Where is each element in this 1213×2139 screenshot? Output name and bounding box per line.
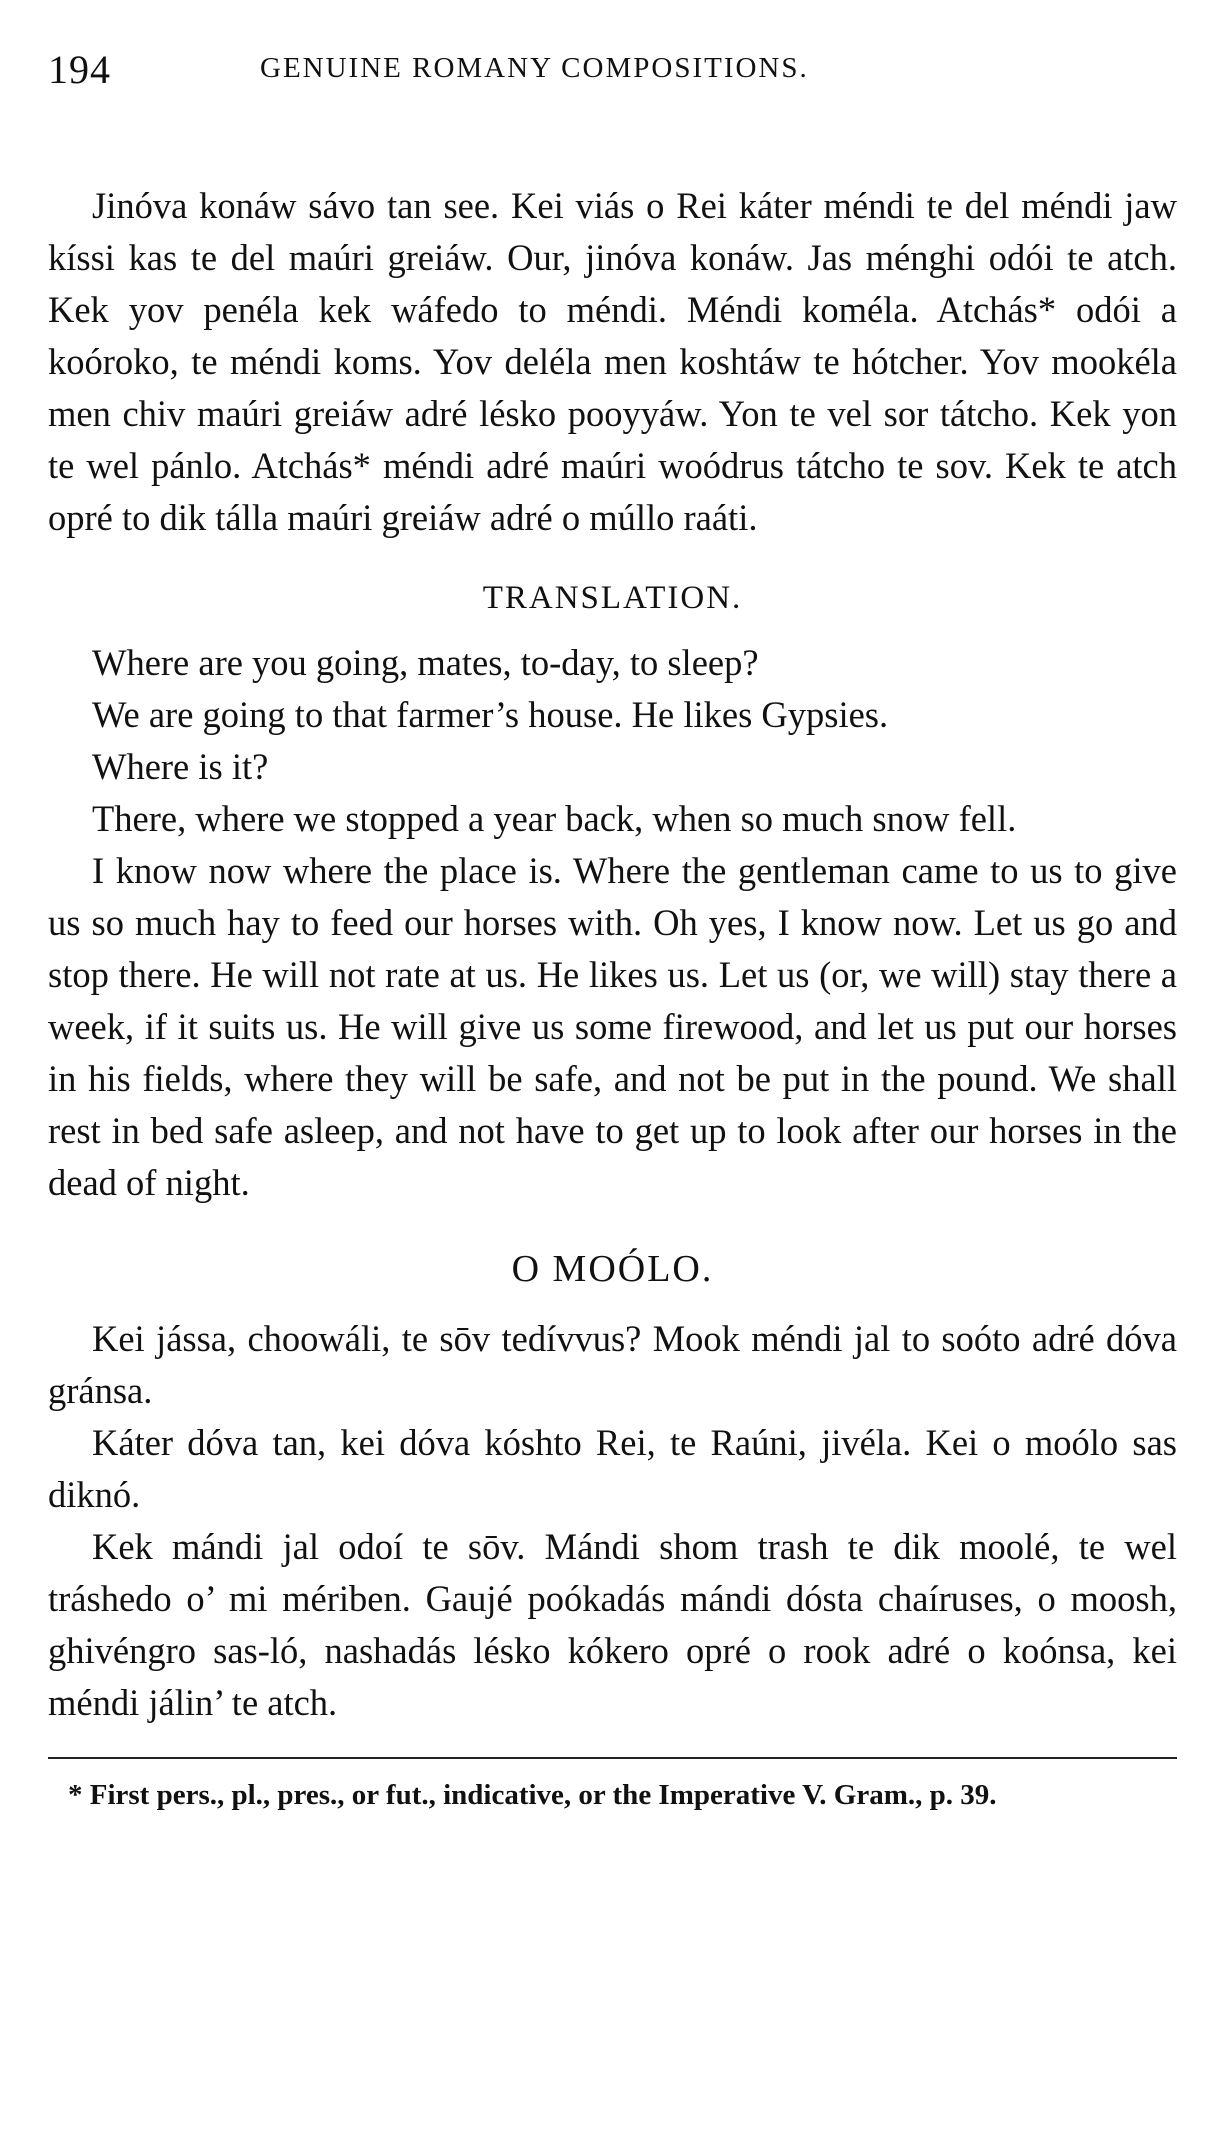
translation-paragraph: There, where we stopped a year back, when so much snow fell. <box>92 798 1017 839</box>
moolo-paragraph: Kei jássa, choowáli, te sōv tedívvus? Mook méndi jal to soóto adré dóva gránsa. <box>48 1318 1177 1411</box>
translation-heading: TRANSLATION. <box>482 580 743 616</box>
translation-paragraph: Where is it? <box>92 746 269 787</box>
translation-paragraph: We are going to that farmer’s house. He likes Gypsies. <box>92 694 889 735</box>
translation-passage <box>48 637 1177 1209</box>
moolo-passage <box>48 1313 1177 1729</box>
romany-paragraph: Jinóva konáw sávo tan see. Kei viás o Rei káter méndi te del méndi jaw kíssi kas te del maúri greiáw. Our, jinóva konáw. Jas ménghi odói te atch. Kek yov penéla kek wáfedo to méndi. Méndi koméla. Atchás* odói a koóroko, te méndi koms. Yov deléla men koshtáw te hótcher. Yov mookéla men chiv maúri greiáw adré lésko pooyyáw. Yon te vel sor tátcho. Kek yon te wel pánlo. Atchás* méndi adré maúri woódrus tátcho te sov. Kek te atch opré to dik tálla maúri greiáw adré o múllo raáti. <box>48 185 1177 538</box>
romany-passage <box>48 180 1177 544</box>
moolo-heading: O MOÓLO. <box>511 1248 714 1290</box>
page-header <box>48 42 1177 102</box>
page-number: 194 <box>48 47 111 92</box>
running-title: GENUINE ROMANY COMPOSITIONS. <box>260 52 809 84</box>
translation-paragraph: I know now where the place is. Where the gentleman came to us to give us so much hay to feed our horses with. Oh yes, I know now. Let us go and stop there. He will not rate at us. He likes us. Let us (or, we will) stay there a week, if it suits us. He will give us some firewood, and let us put our horses in his fields, where they will be safe, and not be put in the pound. We shall rest in bed safe asleep, and not have to get up to look after our horses in the dead of night. <box>48 850 1177 1203</box>
translation-paragraph: Where are you going, mates, to-day, to sleep? <box>92 642 759 683</box>
moolo-paragraph: Káter dóva tan, kei dóva kóshto Rei, te Raúni, jivéla. Kei o moólo sas diknó. <box>48 1422 1177 1515</box>
moolo-paragraph: Kek mándi jal odoí te sōv. Mándi shom trash te dik moolé, te wel tráshedo o’ mi mériben. Gaujé poókadás mándi dósta chaíruses, o moosh, ghivéngro sas-ló, nashadás lésko kókero opré o rook adré o koónsa, kei méndi jálin’ te atch. <box>48 1526 1177 1723</box>
footnote-divider <box>48 1757 1177 1759</box>
footnote <box>48 1773 1177 1817</box>
footnote-text: * First pers., pl., pres., or fut., indicative, or the Imperative V. Gram., p. 39. <box>68 1779 997 1811</box>
